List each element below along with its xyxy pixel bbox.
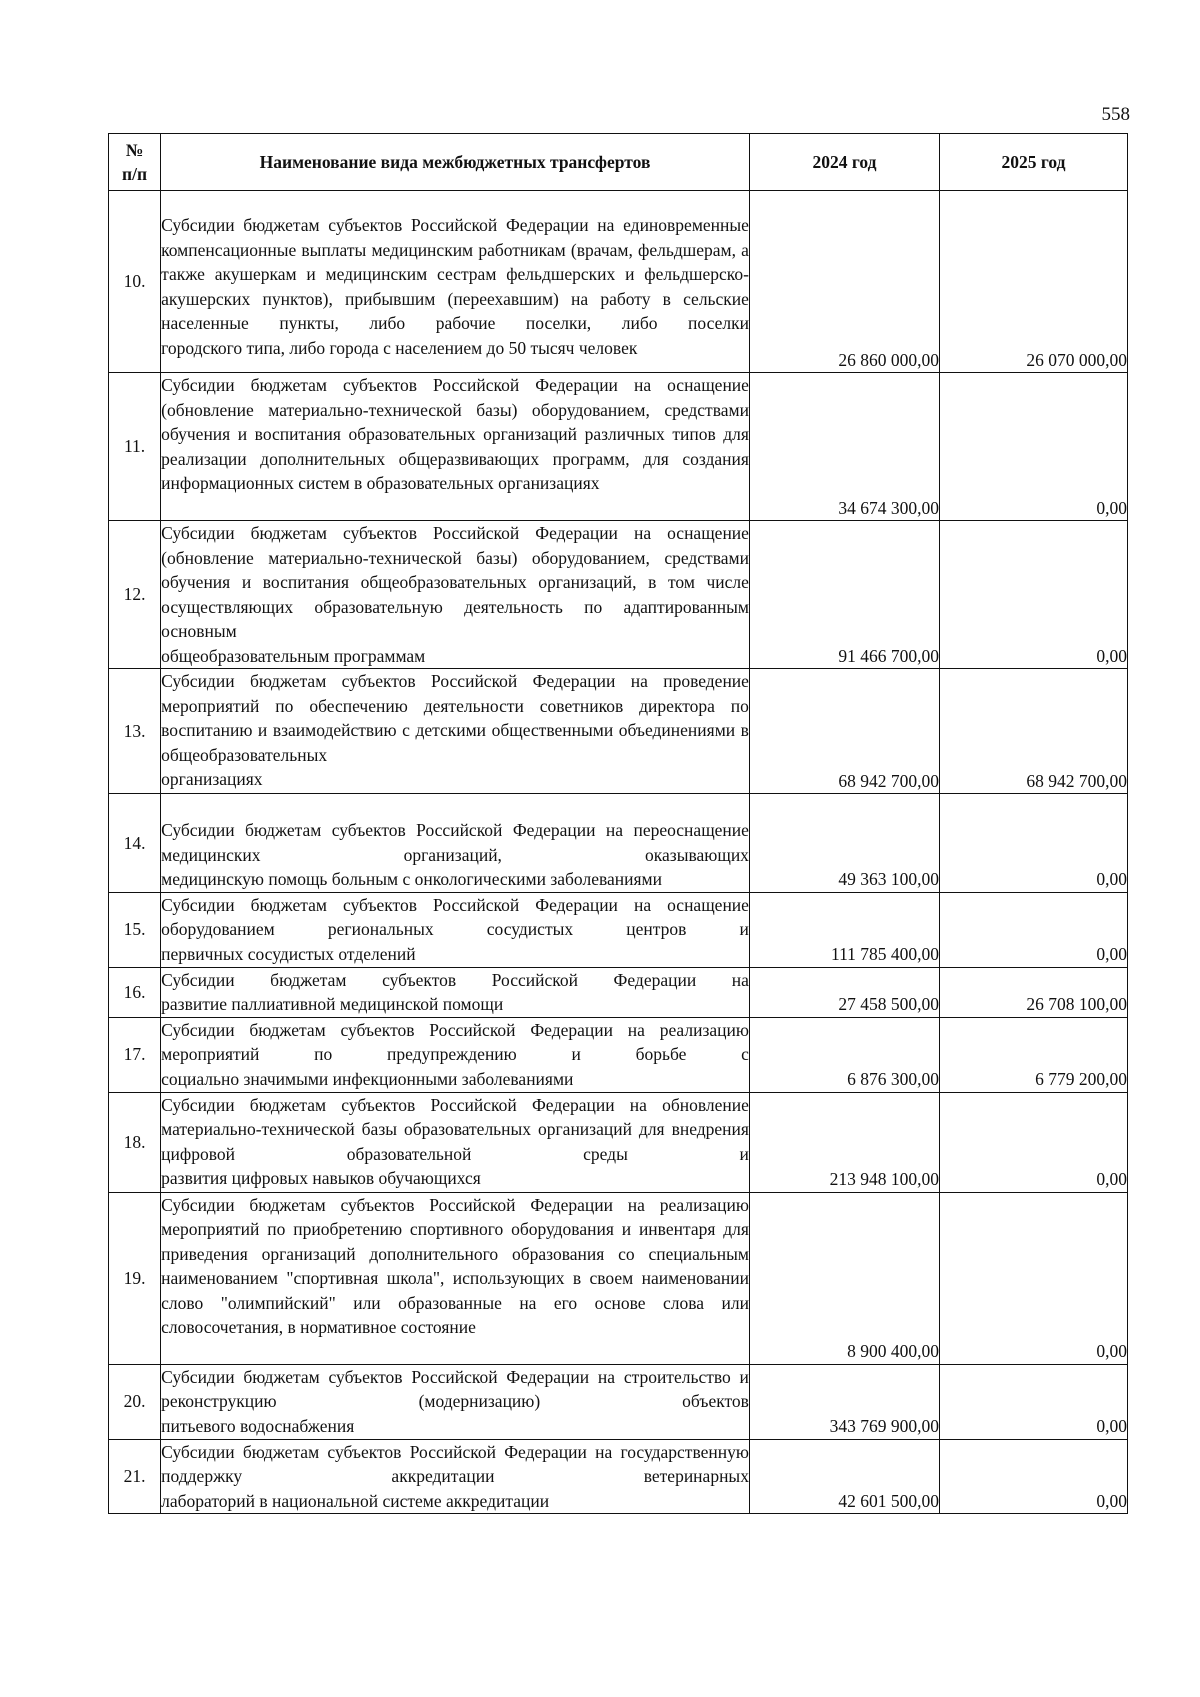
row-name-last-line: лабораторий в национальной системе аккредитации — [161, 1490, 550, 1511]
header-number — [109, 134, 161, 191]
row-value-2024: 8 900 400,00 — [749, 1192, 939, 1364]
header-number-symbol: № — [125, 139, 144, 160]
table-row — [109, 1092, 1128, 1192]
row-name-text: Субсидии бюджетам субъектов Российской Федерации на реализацию мероприятий по предупреждению и борьбе с — [161, 1019, 749, 1064]
row-value-2025: 26 708 100,00 — [940, 967, 1128, 1017]
row-value-2024: 49 363 100,00 — [749, 794, 939, 893]
row-number: 14. — [109, 794, 161, 893]
row-value-2024: 34 674 300,00 — [749, 373, 939, 521]
transfers-table — [108, 133, 1128, 1514]
row-value-2025: 6 779 200,00 — [940, 1017, 1128, 1092]
table-row — [109, 967, 1128, 1017]
row-number: 19. — [109, 1192, 161, 1364]
row-number: 11. — [109, 373, 161, 521]
row-name-text: Субсидии бюджетам субъектов Российской Федерации на обновление материально-технической базы образовательных организаций для внедрения цифровой образовательной среды и — [161, 1094, 749, 1164]
row-name-text: Субсидии бюджетам субъектов Российской Федерации на реализацию мероприятий по приобретению спортивного оборудования и инвентаря для приведения организаций дополнительного образования со специальным наименованием "спортивная школа", использующих в своем наименовании слово "олимпийский" или образованные на его основе слова или — [161, 1194, 749, 1313]
row-name-last-line: социально значимыми инфекционными заболеваниями — [161, 1068, 574, 1089]
row-name — [161, 373, 750, 521]
table-row — [109, 1439, 1128, 1514]
row-number: 13. — [109, 669, 161, 794]
header-year-2024: 2024 год — [749, 134, 939, 191]
row-value-2024: 111 785 400,00 — [749, 892, 939, 967]
row-name-text: Субсидии бюджетам субъектов Российской Федерации на оснащение (обновление материально-технической базы) оборудованием, средствами обучения и воспитания образовательных организаций различных типов для реализации дополнительных общеразвивающих программ, для создания — [161, 375, 749, 469]
row-name-last-line: развитие паллиативной медицинской помощи — [161, 994, 504, 1014]
row-number: 16. — [109, 967, 161, 1017]
row-name-last-line: организациях — [161, 769, 263, 789]
row-value-2025: 0,00 — [940, 1192, 1128, 1364]
header-number-abbr: п/п — [122, 164, 148, 184]
row-value-2025: 0,00 — [940, 794, 1128, 893]
row-value-2024: 42 601 500,00 — [749, 1439, 939, 1514]
row-value-2024: 91 466 700,00 — [749, 521, 939, 669]
row-name — [161, 1439, 750, 1514]
table-row — [109, 794, 1128, 893]
row-name-last-line: словосочетания, в нормативное состояние — [161, 1317, 476, 1337]
row-name-last-line: развития цифровых навыков обучающихся — [161, 1168, 481, 1188]
row-name — [161, 521, 750, 669]
row-name-last-line: общеобразовательным программам — [161, 645, 426, 666]
row-name — [161, 892, 750, 967]
row-value-2024: 213 948 100,00 — [749, 1092, 939, 1192]
row-value-2025: 0,00 — [940, 1364, 1128, 1439]
header-name: Наименование вида межбюджетных трансфертов — [161, 134, 750, 191]
row-value-2025: 0,00 — [940, 373, 1128, 521]
table-row — [109, 1017, 1128, 1092]
row-name — [161, 1092, 750, 1192]
table-row — [109, 892, 1128, 967]
row-name — [161, 967, 750, 1017]
table-row — [109, 1192, 1128, 1364]
row-value-2025: 0,00 — [940, 1439, 1128, 1514]
row-name — [161, 1017, 750, 1092]
row-name — [161, 669, 750, 794]
row-name — [161, 191, 750, 373]
row-number: 17. — [109, 1017, 161, 1092]
row-name-text: Субсидии бюджетам субъектов Российской Федерации на единовременные компенсационные выплаты медицинским работникам (врачам, фельдшерам, а также акушеркам и медицинским сестрам фельдшерских и фельдшерско-акушерских пунктов), прибывшим (переехавшим) на работу в сельские населенные пункты, либо рабочие поселки, либо поселки — [161, 215, 749, 333]
row-name-text: Субсидии бюджетам субъектов Российской Федерации на проведение мероприятий по обеспечению деятельности советников директора по воспитанию и взаимодействию с детскими общественными объединениями в общеобразовательных — [161, 671, 749, 765]
row-value-2024: 6 876 300,00 — [749, 1017, 939, 1092]
row-number: 20. — [109, 1364, 161, 1439]
row-name-text: Субсидии бюджетам субъектов Российской Федерации на оснащение (обновление материально-технической базы) оборудованием, средствами обучения и воспитания общеобразовательных организаций, в том числе осуществляющих образовательную деятельность по адаптированным основным — [161, 523, 749, 641]
table-header-row — [109, 134, 1128, 191]
row-number: 10. — [109, 191, 161, 373]
row-value-2025: 0,00 — [940, 521, 1128, 669]
header-year-2025: 2025 год — [940, 134, 1128, 191]
row-number: 12. — [109, 521, 161, 669]
row-name-text: Субсидии бюджетам субъектов Российской Федерации на переоснащение медицинских организаций, оказывающих — [161, 820, 749, 865]
row-value-2024: 26 860 000,00 — [749, 191, 939, 373]
row-value-2025: 0,00 — [940, 892, 1128, 967]
row-value-2024: 27 458 500,00 — [749, 967, 939, 1017]
row-name-last-line: медицинскую помощь больным с онкологическими заболеваниями — [161, 869, 662, 889]
row-value-2024: 343 769 900,00 — [749, 1364, 939, 1439]
row-number: 15. — [109, 892, 161, 967]
row-value-2025: 26 070 000,00 — [940, 191, 1128, 373]
table-row — [109, 1364, 1128, 1439]
row-name — [161, 1364, 750, 1439]
row-number: 18. — [109, 1092, 161, 1192]
row-name-last-line: городского типа, либо города с населением до 50 тысяч человек — [161, 337, 638, 358]
row-name — [161, 794, 750, 893]
row-name-last-line: информационных систем в образовательных организациях — [161, 473, 600, 493]
row-name-last-line: первичных сосудистых отделений — [161, 943, 416, 964]
row-name-text: Субсидии бюджетам субъектов Российской Федерации на государственную поддержку аккредитации ветеринарных — [161, 1441, 749, 1486]
page-number: 558 — [1101, 104, 1130, 125]
table-row — [109, 191, 1128, 373]
table-row — [109, 669, 1128, 794]
row-name-text: Субсидии бюджетам субъектов Российской Федерации на — [161, 969, 749, 990]
row-name — [161, 1192, 750, 1364]
row-value-2025: 68 942 700,00 — [940, 669, 1128, 794]
table-row — [109, 521, 1128, 669]
row-value-2025: 0,00 — [940, 1092, 1128, 1192]
row-name-text: Субсидии бюджетам субъектов Российской Федерации на строительство и реконструкцию (модернизацию) объектов — [161, 1366, 749, 1411]
row-name-text: Субсидии бюджетам субъектов Российской Федерации на оснащение оборудованием региональных сосудистых центров и — [161, 894, 749, 939]
row-value-2024: 68 942 700,00 — [749, 669, 939, 794]
table-row — [109, 373, 1128, 521]
row-name-last-line: питьевого водоснабжения — [161, 1415, 355, 1436]
row-number: 21. — [109, 1439, 161, 1514]
